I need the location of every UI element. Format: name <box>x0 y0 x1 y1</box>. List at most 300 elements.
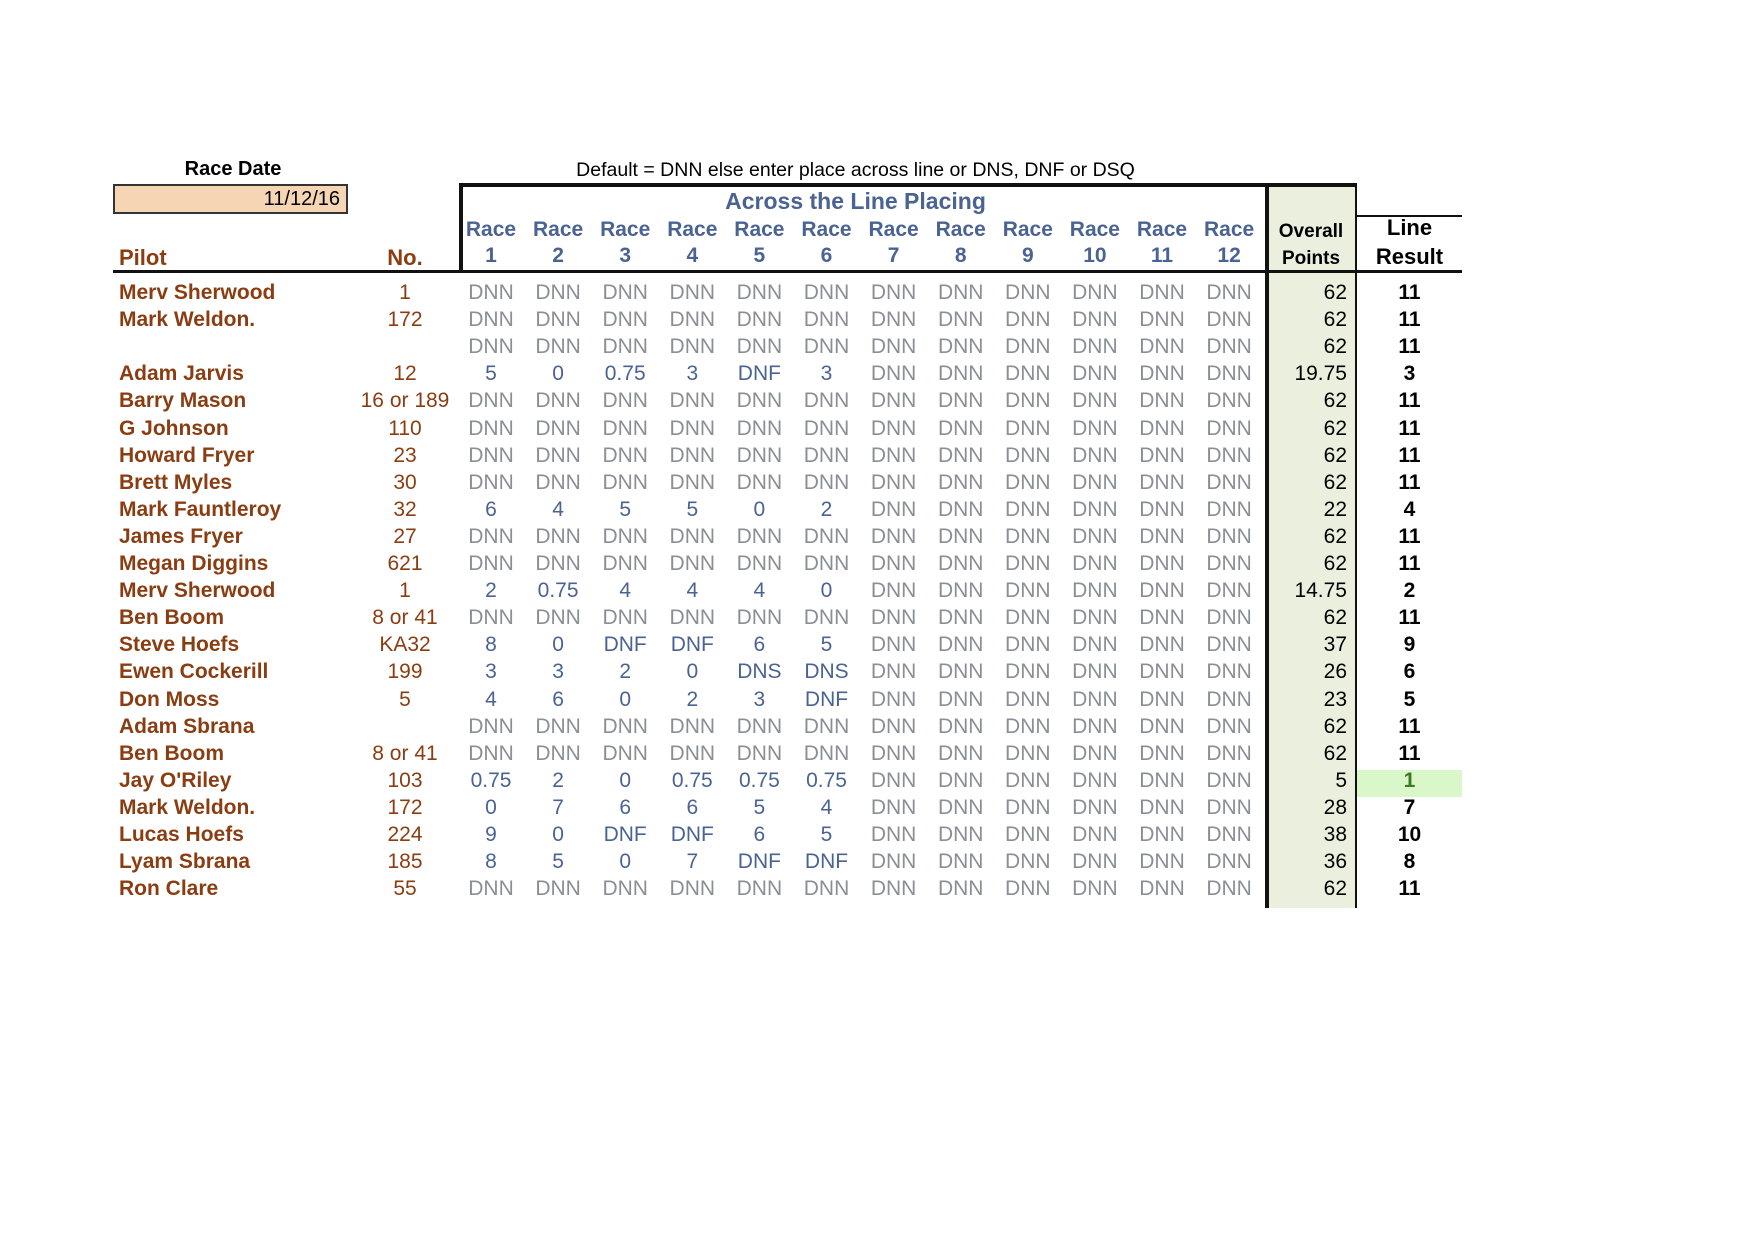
race-10-cell[interactable]: DNN <box>1072 497 1118 521</box>
race-12-cell[interactable]: DNN <box>1206 714 1252 738</box>
race-10-cell[interactable]: DNN <box>1072 741 1118 765</box>
race-8-cell[interactable]: DNN <box>937 281 984 304</box>
race-6-cell[interactable]: DNN <box>803 308 850 332</box>
line-result-cell: 2 <box>1403 579 1416 603</box>
race-4-cell[interactable]: DNN <box>669 335 716 359</box>
race-9-cell[interactable]: DNN <box>1005 497 1051 521</box>
race-7-cell[interactable]: DNN <box>870 335 917 359</box>
race-4-cell[interactable]: DNN <box>669 308 716 332</box>
race-1-cell[interactable]: 9 <box>485 823 497 846</box>
race-7-cell[interactable]: DNN <box>870 416 917 440</box>
race-5-cell[interactable]: DNN <box>736 470 783 494</box>
race-11-cell[interactable]: DNN <box>1139 823 1185 846</box>
race-12-cell[interactable]: DNN <box>1206 443 1252 467</box>
race-8-cell[interactable]: DNN <box>937 768 984 792</box>
race-9-cell[interactable]: DNN <box>1005 660 1051 684</box>
race-3-cell[interactable]: DNN <box>602 443 648 467</box>
race-11-cell[interactable]: DNN <box>1139 714 1185 738</box>
race-7-cell[interactable]: DNN <box>870 795 917 819</box>
race-3-cell[interactable]: DNN <box>602 281 648 304</box>
race-5-cell[interactable]: DNF <box>737 362 781 386</box>
number-header: No. <box>387 245 423 270</box>
race-7-cell[interactable]: DNN <box>870 362 917 386</box>
race-7-cell[interactable]: DNN <box>870 308 917 332</box>
race-4-cell[interactable]: DNF <box>670 823 714 846</box>
race-9-cell[interactable]: DNN <box>1005 362 1051 386</box>
race-9-cell[interactable]: DNN <box>1005 633 1051 657</box>
line-result-cell: 11 <box>1398 741 1421 765</box>
race-2-cell[interactable]: DNN <box>535 335 581 359</box>
race-5-cell[interactable]: DNN <box>736 714 783 738</box>
race-8-cell[interactable]: DNN <box>937 524 984 548</box>
race-9-cell[interactable]: DNN <box>1005 795 1051 819</box>
race-3-cell[interactable]: 0 <box>619 687 632 711</box>
race-11-cell[interactable]: DNN <box>1139 795 1185 819</box>
race-4-cell[interactable]: 4 <box>686 579 699 603</box>
race-2-cell[interactable]: DNN <box>535 281 581 304</box>
race-date-field[interactable]: 11/12/16 <box>113 184 348 214</box>
race-1-cell[interactable]: 4 <box>485 687 497 711</box>
race-10-cell[interactable]: DNN <box>1072 443 1118 467</box>
race-11-cell[interactable]: DNN <box>1139 335 1185 359</box>
race-12-cell[interactable]: DNN <box>1206 389 1252 413</box>
race-8-cell[interactable]: DNN <box>937 714 984 738</box>
race-8-cell[interactable]: DNN <box>937 470 984 494</box>
race-5-cell[interactable]: DNN <box>736 416 783 440</box>
race-11-cell[interactable]: DNN <box>1139 660 1185 684</box>
race-2-cell[interactable]: DNN <box>535 470 581 494</box>
race-10-cell[interactable]: DNN <box>1072 850 1118 874</box>
race-6-cell[interactable]: DNN <box>803 443 850 467</box>
race-3-cell[interactable]: DNN <box>602 606 648 630</box>
race-8-cell[interactable]: DNN <box>937 497 984 521</box>
race-header-number: 5 <box>753 244 766 267</box>
race-4-cell[interactable]: DNN <box>669 416 716 440</box>
race-1-cell[interactable]: DNN <box>468 552 514 575</box>
race-9-cell[interactable]: DNN <box>1005 687 1051 711</box>
race-10-cell[interactable]: DNN <box>1072 335 1118 359</box>
race-11-cell[interactable]: DNN <box>1139 470 1185 494</box>
race-1-cell[interactable]: DNN <box>468 470 514 494</box>
race-2-cell[interactable]: 4 <box>552 497 564 521</box>
race-5-cell[interactable]: 0.75 <box>738 768 780 792</box>
race-header-word: Race <box>1069 218 1120 241</box>
race-12-cell[interactable]: DNN <box>1206 633 1252 657</box>
race-7-cell[interactable]: DNN <box>870 552 917 575</box>
race-11-cell[interactable]: DNN <box>1139 308 1185 332</box>
race-11-cell[interactable]: DNN <box>1139 281 1185 304</box>
race-6-cell[interactable]: DNF <box>804 850 849 874</box>
race-6-cell[interactable]: DNS <box>804 660 849 684</box>
race-9-cell[interactable]: DNN <box>1005 389 1051 413</box>
race-3-cell[interactable]: DNN <box>602 552 648 575</box>
race-8-cell[interactable]: DNN <box>937 741 984 765</box>
race-1-cell[interactable]: 5 <box>485 362 497 386</box>
race-12-cell[interactable]: DNN <box>1206 308 1252 332</box>
race-12-cell[interactable]: DNN <box>1206 823 1252 846</box>
pilot-number: 1 <box>399 281 411 304</box>
race-4-cell[interactable]: 0 <box>686 660 699 684</box>
race-1-cell[interactable]: 8 <box>485 633 497 657</box>
race-9-cell[interactable]: DNN <box>1005 416 1051 440</box>
race-12-cell[interactable]: DNN <box>1206 768 1252 792</box>
race-1-cell[interactable]: 6 <box>485 497 497 521</box>
race-7-cell[interactable]: DNN <box>870 823 917 846</box>
race-5-cell[interactable]: 0 <box>753 497 766 521</box>
race-7-cell[interactable]: DNN <box>870 850 917 874</box>
race-3-cell[interactable]: DNN <box>602 335 648 359</box>
race-8-cell[interactable]: DNN <box>937 823 984 846</box>
pilot-number: 30 <box>393 470 417 494</box>
race-2-cell[interactable]: DNN <box>535 389 581 413</box>
race-header-4 <box>659 217 725 269</box>
race-4-cell[interactable]: 7 <box>686 850 699 874</box>
race-2-cell[interactable]: 3 <box>552 660 564 684</box>
race-9-cell[interactable]: DNN <box>1005 823 1051 846</box>
race-1-cell[interactable]: DNN <box>468 443 514 467</box>
race-4-cell[interactable]: DNN <box>669 281 716 304</box>
race-10-cell[interactable]: DNN <box>1072 308 1118 332</box>
race-10-cell[interactable]: DNN <box>1072 660 1118 684</box>
race-11-cell[interactable]: DNN <box>1139 850 1185 874</box>
race-9-cell[interactable]: DNN <box>1005 470 1051 494</box>
race-10-cell[interactable]: DNN <box>1072 714 1118 738</box>
race-2-cell[interactable]: DNN <box>535 714 581 738</box>
pilot-number: 110 <box>388 416 422 440</box>
race-3-cell[interactable]: DNN <box>602 416 648 440</box>
race-1-cell[interactable]: DNN <box>468 877 514 901</box>
race-1-cell[interactable]: DNN <box>468 714 514 738</box>
race-6-cell[interactable]: 5 <box>820 823 833 846</box>
race-2-cell[interactable]: DNN <box>535 741 581 765</box>
race-8-cell[interactable]: DNN <box>937 850 984 874</box>
race-10-cell[interactable]: DNN <box>1072 362 1118 386</box>
race-4-cell[interactable]: DNN <box>669 524 716 548</box>
race-1-cell[interactable]: DNN <box>468 416 514 440</box>
race-5-cell[interactable]: DNN <box>736 552 783 575</box>
race-6-cell[interactable]: DNN <box>803 389 850 413</box>
race-3-cell[interactable]: DNN <box>602 308 648 332</box>
race-9-cell[interactable]: DNN <box>1005 552 1051 575</box>
race-4-cell[interactable]: 0.75 <box>671 768 713 792</box>
race-6-cell[interactable]: 4 <box>820 795 833 819</box>
race-2-cell[interactable]: DNN <box>535 308 581 332</box>
race-1-cell[interactable]: DNN <box>468 308 514 332</box>
race-4-cell[interactable]: DNN <box>669 877 716 901</box>
race-2-cell[interactable]: DNN <box>535 524 581 548</box>
race-8-cell[interactable]: DNN <box>937 335 984 359</box>
race-1-cell[interactable]: 8 <box>485 850 497 874</box>
pilot-name: Steve Hoefs <box>119 633 240 657</box>
race-header-number: 1 <box>485 244 497 267</box>
race-1-cell[interactable]: DNN <box>468 389 514 413</box>
race-2-cell[interactable]: 2 <box>552 768 564 792</box>
race-2-cell[interactable]: 6 <box>552 687 564 711</box>
race-4-cell[interactable]: DNN <box>669 741 716 765</box>
race-1-cell[interactable]: 2 <box>485 579 497 603</box>
race-12-cell[interactable]: DNN <box>1206 416 1252 440</box>
race-5-cell[interactable]: 5 <box>753 795 766 819</box>
race-1-cell[interactable]: DNN <box>468 524 514 548</box>
race-2-cell[interactable]: DNN <box>535 552 581 575</box>
race-11-cell[interactable]: DNN <box>1139 768 1185 792</box>
race-8-cell[interactable]: DNN <box>937 633 984 657</box>
race-11-cell[interactable]: DNN <box>1139 524 1185 548</box>
race-2-cell[interactable]: 0 <box>552 823 564 846</box>
race-2-cell[interactable]: 7 <box>552 795 564 819</box>
race-10-cell[interactable]: DNN <box>1072 281 1118 304</box>
race-11-cell[interactable]: DNN <box>1139 877 1185 901</box>
overall-points-cell: 26 <box>1323 660 1347 684</box>
race-4-cell[interactable]: 6 <box>686 795 699 819</box>
race-7-cell[interactable]: DNN <box>870 389 917 413</box>
race-2-cell[interactable]: DNN <box>535 416 581 440</box>
race-8-cell[interactable]: DNN <box>937 687 984 711</box>
race-10-cell[interactable]: DNN <box>1072 633 1118 657</box>
race-3-cell[interactable]: 4 <box>619 579 632 603</box>
race-11-cell[interactable]: DNN <box>1139 741 1185 765</box>
race-8-cell[interactable]: DNN <box>937 308 984 332</box>
race-7-cell[interactable]: DNN <box>870 768 917 792</box>
race-5-cell[interactable]: DNN <box>736 389 783 413</box>
race-5-cell[interactable]: DNN <box>736 606 783 630</box>
race-12-cell[interactable]: DNN <box>1206 524 1252 548</box>
race-8-cell[interactable]: DNN <box>937 606 984 630</box>
race-6-cell[interactable]: DNN <box>803 877 850 901</box>
race-9-cell[interactable]: DNN <box>1005 606 1051 630</box>
race-12-cell[interactable]: DNN <box>1206 470 1252 494</box>
race-11-cell[interactable]: DNN <box>1139 606 1185 630</box>
race-6-cell[interactable]: DNN <box>803 552 850 575</box>
race-1-cell[interactable]: DNN <box>468 281 514 304</box>
race-6-cell[interactable]: 2 <box>820 497 833 521</box>
race-6-cell[interactable]: DNN <box>803 470 850 494</box>
race-12-cell[interactable]: DNN <box>1206 362 1252 386</box>
race-3-cell[interactable]: 0 <box>619 768 632 792</box>
race-10-cell[interactable]: DNN <box>1072 524 1118 548</box>
race-10-cell[interactable]: DNN <box>1072 877 1118 901</box>
race-5-cell[interactable]: DNF <box>737 850 781 874</box>
race-1-cell[interactable]: DNN <box>468 606 514 630</box>
race-3-cell[interactable]: DNF <box>603 633 647 657</box>
race-8-cell[interactable]: DNN <box>937 660 984 684</box>
race-9-cell[interactable]: DNN <box>1005 308 1051 332</box>
race-3-cell[interactable]: DNN <box>602 877 648 901</box>
race-4-cell[interactable]: DNN <box>669 389 716 413</box>
race-5-cell[interactable]: 6 <box>753 823 766 846</box>
race-10-cell[interactable]: DNN <box>1072 606 1118 630</box>
race-3-cell[interactable]: 6 <box>619 795 632 819</box>
race-7-cell[interactable]: DNN <box>870 660 917 684</box>
overall-points-cell: 62 <box>1323 877 1347 901</box>
race-10-cell[interactable]: DNN <box>1072 416 1118 440</box>
race-9-cell[interactable]: DNN <box>1005 877 1051 901</box>
race-6-cell[interactable]: 0 <box>820 579 833 603</box>
race-header-word: Race <box>600 218 651 241</box>
pilot-number: 199 <box>387 660 423 684</box>
race-6-cell[interactable]: DNN <box>803 416 850 440</box>
race-8-cell[interactable]: DNN <box>937 389 984 413</box>
race-3-cell[interactable]: DNN <box>602 524 648 548</box>
race-12-cell[interactable]: DNN <box>1206 579 1252 603</box>
race-11-cell[interactable]: DNN <box>1139 416 1185 440</box>
race-8-cell[interactable]: DNN <box>937 552 984 575</box>
race-11-cell[interactable]: DNN <box>1139 552 1185 575</box>
race-5-cell[interactable]: 3 <box>753 687 766 711</box>
race-6-cell[interactable]: DNN <box>803 714 850 738</box>
race-10-cell[interactable]: DNN <box>1072 470 1118 494</box>
race-7-cell[interactable]: DNN <box>870 741 917 765</box>
pilot-number: 27 <box>393 524 417 548</box>
race-4-cell[interactable]: DNN <box>669 470 716 494</box>
race-12-cell[interactable]: DNN <box>1206 741 1252 765</box>
race-12-cell[interactable]: DNN <box>1206 687 1252 711</box>
race-12-cell[interactable]: DNN <box>1206 281 1252 304</box>
race-12-cell[interactable]: DNN <box>1206 497 1252 521</box>
race-9-cell[interactable]: DNN <box>1005 741 1051 765</box>
race-5-cell[interactable]: DNS <box>737 660 782 684</box>
race-12-cell[interactable]: DNN <box>1206 877 1252 901</box>
race-11-cell[interactable]: DNN <box>1139 389 1185 413</box>
race-7-cell[interactable]: DNN <box>870 687 917 711</box>
race-5-cell[interactable]: DNN <box>736 281 783 304</box>
race-9-cell[interactable]: DNN <box>1005 443 1051 467</box>
race-11-cell[interactable]: DNN <box>1139 362 1185 386</box>
race-7-cell[interactable]: DNN <box>870 281 917 304</box>
race-5-cell[interactable]: DNN <box>736 308 783 332</box>
race-5-cell[interactable]: 6 <box>753 633 766 657</box>
line-header-line2: Result <box>1375 244 1444 269</box>
race-9-cell[interactable]: DNN <box>1005 335 1051 359</box>
race-3-cell[interactable]: 2 <box>619 660 632 684</box>
race-9-cell[interactable]: DNN <box>1005 768 1051 792</box>
race-12-cell[interactable]: DNN <box>1206 850 1252 874</box>
race-10-cell[interactable]: DNN <box>1072 687 1118 711</box>
race-9-cell[interactable]: DNN <box>1005 850 1051 874</box>
race-7-cell[interactable]: DNN <box>870 877 917 901</box>
race-9-cell[interactable]: DNN <box>1005 714 1051 738</box>
race-2-cell[interactable]: 0 <box>552 362 564 386</box>
race-3-cell[interactable]: 5 <box>619 497 632 521</box>
race-7-cell[interactable]: DNN <box>870 524 917 548</box>
race-4-cell[interactable]: DNF <box>670 633 714 657</box>
race-2-cell[interactable]: 0 <box>552 633 564 657</box>
race-1-cell[interactable]: DNN <box>468 335 514 359</box>
race-12-cell[interactable]: DNN <box>1206 660 1252 684</box>
race-1-cell[interactable]: DNN <box>468 741 514 765</box>
race-6-cell[interactable]: 3 <box>820 362 833 386</box>
race-3-cell[interactable]: 0 <box>619 850 632 874</box>
race-11-cell[interactable]: DNN <box>1139 687 1185 711</box>
race-5-cell[interactable]: DNN <box>736 741 783 765</box>
line-result-cell: 11 <box>1398 308 1421 332</box>
race-3-cell[interactable]: DNN <box>602 741 648 765</box>
race-8-cell[interactable]: DNN <box>937 416 984 440</box>
race-3-cell[interactable]: DNN <box>602 714 648 738</box>
race-11-cell[interactable]: DNN <box>1139 443 1185 467</box>
race-6-cell[interactable]: 0.75 <box>806 768 847 792</box>
race-2-cell[interactable]: DNN <box>535 606 581 630</box>
race-1-cell[interactable]: 3 <box>485 660 497 684</box>
race-12-cell[interactable]: DNN <box>1206 606 1252 630</box>
race-11-cell[interactable]: DNN <box>1139 579 1185 603</box>
race-7-cell[interactable]: DNN <box>870 633 917 657</box>
race-4-cell[interactable]: DNN <box>669 443 716 467</box>
race-11-cell[interactable]: DNN <box>1139 633 1185 657</box>
race-12-cell[interactable]: DNN <box>1206 552 1252 575</box>
race-2-cell[interactable]: 0.75 <box>537 579 579 603</box>
race-6-cell[interactable]: 5 <box>820 633 833 657</box>
race-1-cell[interactable]: 0.75 <box>470 768 512 792</box>
race-9-cell[interactable]: DNN <box>1005 281 1051 304</box>
race-1-cell[interactable]: 0 <box>485 795 497 819</box>
race-5-cell[interactable]: DNN <box>736 335 783 359</box>
pilot-name: Mark Fauntleroy <box>119 497 282 521</box>
race-6-cell[interactable]: DNN <box>803 524 850 548</box>
race-5-cell[interactable]: DNN <box>736 443 783 467</box>
line-result-cell: 11 <box>1398 389 1421 413</box>
race-10-cell[interactable]: DNN <box>1072 823 1118 846</box>
race-10-cell[interactable]: DNN <box>1072 768 1118 792</box>
overall-points-cell: 36 <box>1323 850 1347 874</box>
race-5-cell[interactable]: 4 <box>753 579 766 603</box>
race-8-cell[interactable]: DNN <box>937 362 984 386</box>
race-3-cell[interactable]: DNF <box>603 823 647 846</box>
race-7-cell[interactable]: DNN <box>870 443 917 467</box>
race-10-cell[interactable]: DNN <box>1072 552 1118 575</box>
race-4-cell[interactable]: DNN <box>669 714 716 738</box>
pilot-number: KA32 <box>379 633 431 657</box>
race-6-cell[interactable]: DNN <box>803 741 850 765</box>
race-7-cell[interactable]: DNN <box>870 606 917 630</box>
race-header-word: Race <box>667 218 718 241</box>
race-6-cell[interactable]: DNN <box>803 281 850 304</box>
race-7-cell[interactable]: DNN <box>870 497 917 521</box>
race-5-cell[interactable]: DNN <box>736 877 783 901</box>
race-2-cell[interactable]: 5 <box>552 850 564 874</box>
race-7-cell[interactable]: DNN <box>870 714 917 738</box>
race-12-cell[interactable]: DNN <box>1206 335 1252 359</box>
race-11-cell[interactable]: DNN <box>1139 497 1185 521</box>
race-5-cell[interactable]: DNN <box>736 524 783 548</box>
race-3-cell[interactable]: 0.75 <box>604 362 646 386</box>
race-7-cell[interactable]: DNN <box>870 470 917 494</box>
race-12-cell[interactable]: DNN <box>1206 795 1252 819</box>
race-10-cell[interactable]: DNN <box>1072 795 1118 819</box>
race-2-cell[interactable]: DNN <box>535 443 581 467</box>
race-10-cell[interactable]: DNN <box>1072 579 1118 603</box>
race-4-cell[interactable]: DNN <box>669 606 716 630</box>
race-4-cell[interactable]: DNN <box>669 552 716 575</box>
race-4-cell[interactable]: 3 <box>686 362 699 386</box>
race-6-cell[interactable]: DNF <box>804 687 849 711</box>
race-9-cell[interactable]: DNN <box>1005 579 1051 603</box>
race-2-cell[interactable]: DNN <box>535 877 581 901</box>
race-6-cell[interactable]: DNN <box>803 335 850 359</box>
race-8-cell[interactable]: DNN <box>937 579 984 603</box>
race-3-cell[interactable]: DNN <box>602 470 648 494</box>
race-8-cell[interactable]: DNN <box>937 443 984 467</box>
race-3-cell[interactable]: DNN <box>602 389 648 413</box>
race-10-cell[interactable]: DNN <box>1072 389 1118 413</box>
race-8-cell[interactable]: DNN <box>937 877 984 901</box>
race-8-cell[interactable]: DNN <box>937 795 984 819</box>
race-7-cell[interactable]: DNN <box>870 579 917 603</box>
race-4-cell[interactable]: 2 <box>686 687 699 711</box>
race-9-cell[interactable]: DNN <box>1005 524 1051 548</box>
race-6-cell[interactable]: DNN <box>803 606 850 630</box>
race-4-cell[interactable]: 5 <box>686 497 699 521</box>
